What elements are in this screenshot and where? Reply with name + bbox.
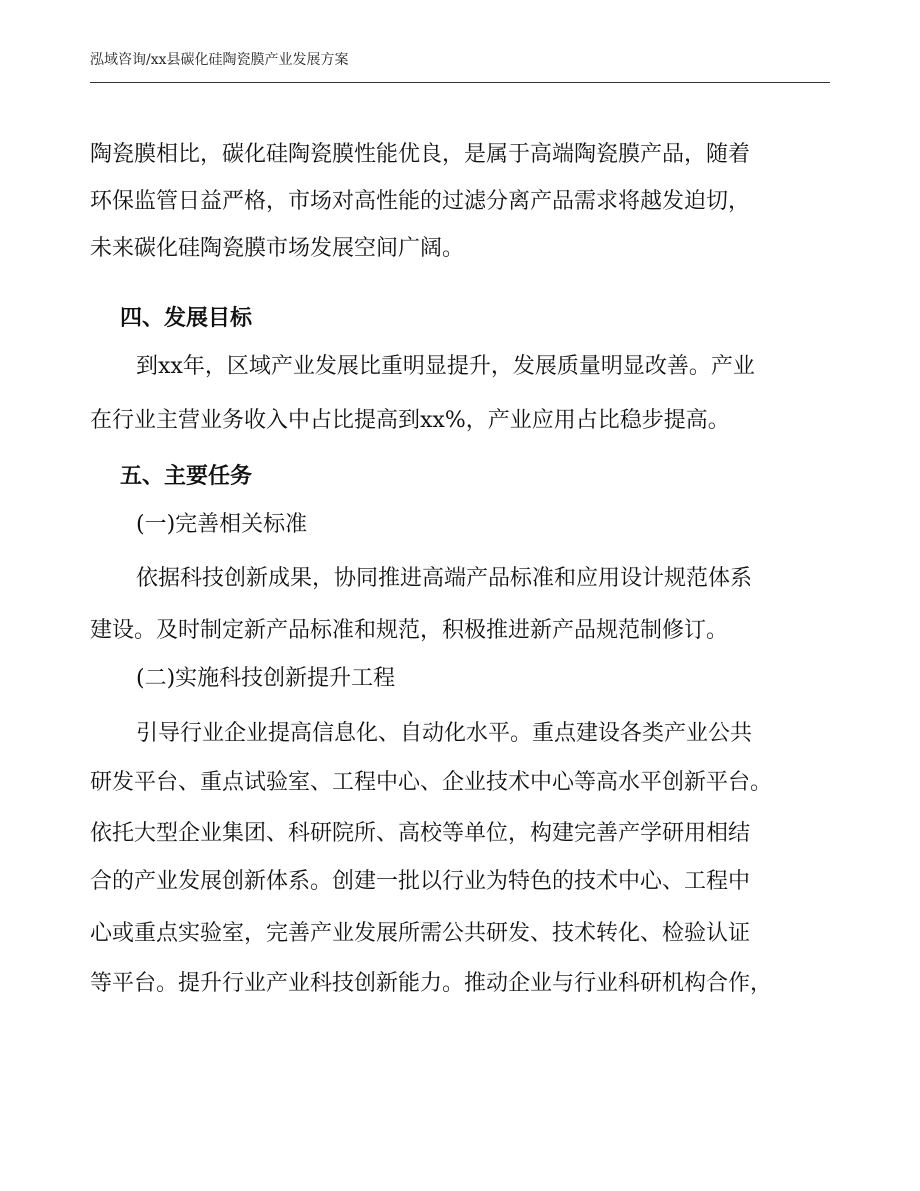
section-heading-4: 四、发展目标 (120, 305, 253, 331)
section4-line-1: 到xx年，区域产业发展比重明显提升，发展质量明显改善。产业 (136, 354, 755, 379)
section-heading-5: 五、主要任务 (120, 463, 253, 489)
intro-line-3: 未来碳化硅陶瓷膜市场发展空间广阔。 (90, 236, 465, 261)
sub2-line-3: 依托大型企业集团、科研院所、高校等单位，构建完善产学研用相结 (90, 821, 751, 846)
section4-line-2: 在行业主营业务收入中占比提高到xx%，产业应用占比稳步提高。 (90, 408, 730, 433)
sub2-line-4: 合的产业发展创新体系。创建一批以行业为特色的技术中心、工程中 (90, 869, 751, 894)
subsection-heading-2: (二)实施科技创新提升工程 (136, 666, 396, 691)
sub2-line-1: 引导行业企业提高信息化、自动化水平。重点建设各类产业公共 (136, 721, 753, 746)
sub2-line-5: 心或重点实验室，完善产业发展所需公共研发、技术转化、检验认证 (90, 921, 751, 946)
sub1-line-1: 依据科技创新成果，协同推进高端产品标准和应用设计规范体系 (136, 566, 753, 591)
intro-line-2: 环保监管日益严格，市场对高性能的过滤分离产品需求将越发迫切， (90, 189, 751, 214)
header-title: 泓域咨询/xx县碳化硅陶瓷膜产业发展方案 (90, 52, 349, 68)
sub2-line-6: 等平台。提升行业产业科技创新能力。推动企业与行业科研机构合作， (90, 971, 773, 996)
subsection-heading-1: (一)完善相关标准 (136, 512, 308, 537)
intro-line-1: 陶瓷膜相比，碳化硅陶瓷膜性能优良，是属于高端陶瓷膜产品，随着 (90, 142, 751, 167)
sub2-line-2: 研发平台、重点试验室、工程中心、企业技术中心等高水平创新平台。 (90, 770, 773, 795)
page-header (90, 50, 830, 83)
sub1-line-2: 建设。及时制定新产品标准和规范，积极推进新产品规范制修订。 (90, 618, 729, 643)
